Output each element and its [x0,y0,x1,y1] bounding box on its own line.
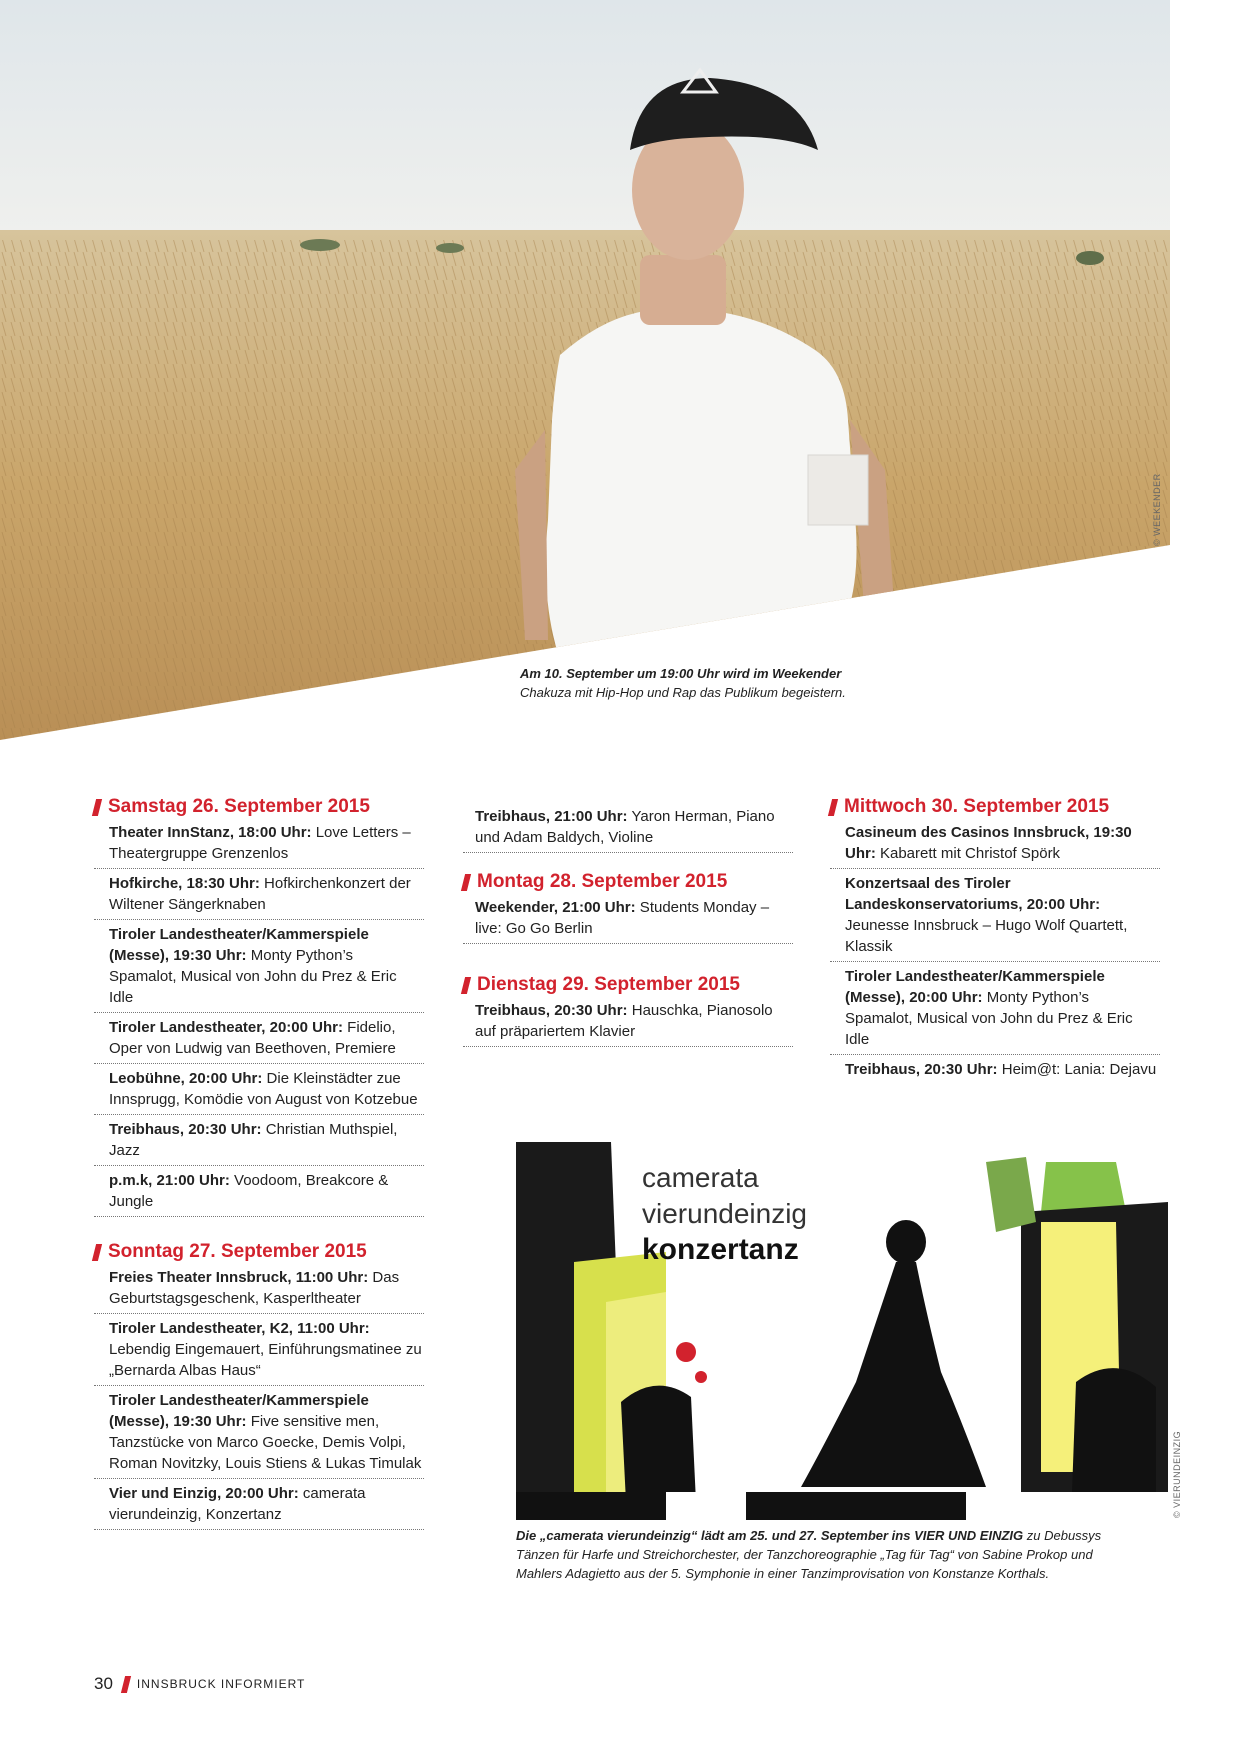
day-title: Sonntag 27. September 2015 [108,1241,367,1262]
event-item: Treibhaus, 20:30 Uhr: Heim@t: Lania: Dejavu [845,1061,1157,1078]
concert-poster [516,1142,1168,1520]
poster-line-3: konzertanz [642,1233,799,1266]
event-item: Treibhaus, 20:30 Uhr: Hauschka, Pianosolo auf präpariertem Klavier [463,1000,793,1047]
poster-credit: © VIERUNDEINZIG [1172,1430,1182,1518]
day-wednesday [830,796,1160,1084]
slash-marker-icon [828,799,838,816]
day-saturday [94,796,424,1217]
poster-caption [516,1526,1136,1583]
page-number: 30 [94,1674,113,1693]
day-monday [463,871,793,944]
slash-marker-icon [92,799,102,816]
day-sunday [94,1241,424,1530]
page-footer [94,1674,305,1694]
event-item: Leobühne, 20:00 Uhr: Die Kleinstädter zue Innsprugg, Komödie von August von Kotzebue [94,1068,424,1115]
day-heading [830,796,1160,818]
event-item: Treibhaus, 21:00 Uhr: Yaron Herman, Piano und Adam Baldych, Violine [463,806,793,853]
poster-caption-text: zu Debussys Tänzen für Harfe und Streichorchester, der Tanzchoreographie „Tag für Tag“ von Sabine Prokop und Mahlers Adagietto aus der 5. Symphonie in einer Tanzimprovisation von Konstanze Korthals. [516,1528,1102,1581]
event-item: Tiroler Landestheater/Kammerspiele (Messe), 19:30 Uhr: Five sensitive men, Tanzstücke von Marco Goecke, Demis Volpi, Roman Novitzky, Louis Stiens & Lukas Timulak [94,1390,424,1479]
day-heading [463,871,793,893]
event-item: Hofkirche, 18:30 Uhr: Hofkirchenkonzert der Wiltener Sängerknaben [94,873,424,920]
day-title: Montag 28. September 2015 [477,871,728,892]
event-item: Tiroler Landestheater, K2, 11:00 Uhr: Lebendig Eingemauert, Einführungsmatinee zu „Bernarda Albas Haus“ [94,1318,424,1386]
slash-marker-icon [121,1676,131,1693]
day-heading [94,1241,424,1263]
poster-title [642,1160,807,1268]
event-item: Tiroler Landestheater/Kammerspiele (Messe), 19:30 Uhr: Monty Python’s Spamalot, Musical von John du Prez & Eric Idle [94,924,424,1013]
calendar-column-3 [830,796,1160,1100]
day-saturday-continued [463,806,793,853]
event-item: p.m.k, 21:00 Uhr: Voodoom, Breakcore & Jungle [94,1170,424,1217]
event-item: Theater InnStanz, 18:00 Uhr: Love Letters – Theatergruppe Grenzenlos [94,822,424,869]
calendar-column-2 [463,806,793,1063]
poster-line-2: vierundeinzig [642,1198,807,1229]
hero-photo [0,0,1170,740]
hero-caption-line2: Chakuza mit Hip-Hop und Rap das Publikum begeistern. [520,685,846,700]
event-item: Tiroler Landestheater, 20:00 Uhr: Fidelio, Oper von Ludwig van Beethoven, Premiere [94,1017,424,1064]
day-title: Dienstag 29. September 2015 [477,974,740,995]
event-item: Weekender, 21:00 Uhr: Students Monday – live: Go Go Berlin [463,897,793,944]
slash-marker-icon [92,1244,102,1261]
calendar-column-1 [94,796,424,1546]
slash-marker-icon [461,874,471,891]
event-item: Treibhaus, 20:30 Uhr: Christian Muthspiel, Jazz [94,1119,424,1166]
poster-line-1: camerata [642,1162,759,1193]
day-tuesday [463,974,793,1047]
slash-marker-icon [461,977,471,994]
day-heading [463,974,793,996]
event-item: Casineum des Casinos Innsbruck, 19:30 Uhr: Kabarett mit Christof Spörk [830,822,1160,869]
hero-caption-line1: Am 10. September um 19:00 Uhr wird im Weekender [520,666,842,681]
photo-credit: © WEEKENDER [1152,473,1162,546]
day-heading [94,796,424,818]
event-item: Freies Theater Innsbruck, 11:00 Uhr: Das Geburtstagsgeschenk, Kasperltheater [94,1267,424,1314]
publication-name: INNSBRUCK INFORMIERT [136,1677,306,1691]
event-item: Vier und Einzig, 20:00 Uhr: camerata vierundeinzig, Konzertanz [94,1483,424,1530]
poster-caption-bold: Die „camerata vierundeinzig“ lädt am 25. und 27. September ins VIER UND EINZIG [516,1528,1024,1543]
event-item: Tiroler Landestheater/Kammerspiele (Messe), 20:00 Uhr: Monty Python’s Spamalot, Musical von John du Prez & Eric Idle [830,966,1160,1055]
day-title: Samstag 26. September 2015 [108,796,370,817]
day-title: Mittwoch 30. September 2015 [844,796,1110,817]
hero-caption [520,664,960,702]
event-item: Konzertsaal des Tiroler Landeskonservatoriums, 20:00 Uhr: Jeunesse Innsbruck – Hugo Wolf Quartett, Klassik [830,873,1160,962]
